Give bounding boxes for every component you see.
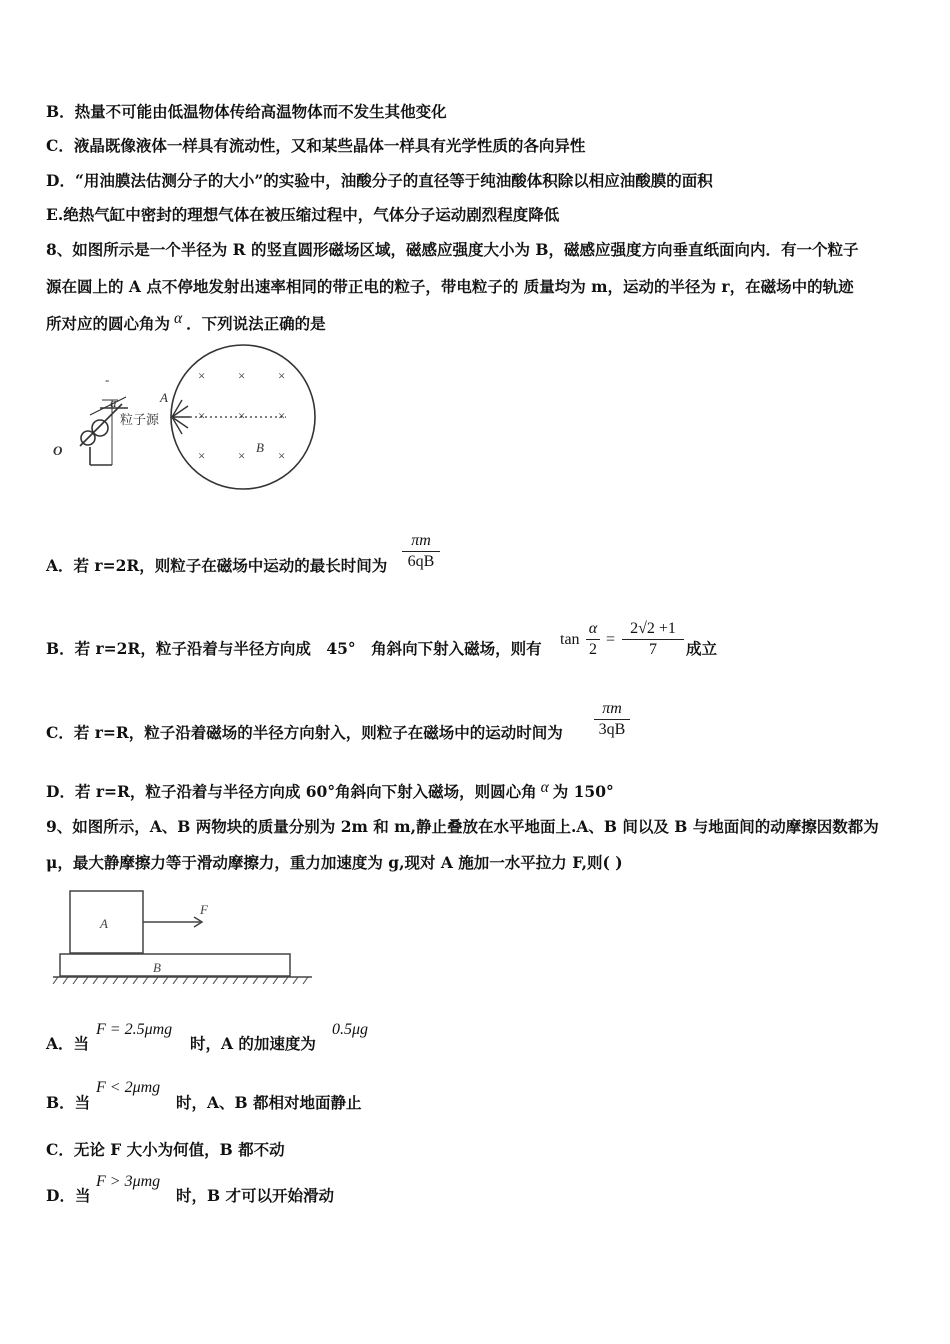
q9-option-b-prefix: B．当 (46, 1093, 91, 1112)
q8-option-b: B．若 r=2R，粒子沿着与半径方向成 45° 角斜向下射入磁场，则有 (46, 639, 542, 658)
q8-stem-line3: 所对应的圆心角为 α ．下列说法正确的是 (46, 310, 326, 333)
q9-figure (50, 886, 315, 986)
cross-mark: × (198, 408, 206, 423)
q8-figure (50, 340, 330, 500)
q8-option-a-fraction: πm 6qB (402, 532, 440, 571)
q8-option-c: C．若 r=R，粒子沿着磁场的半径方向射入，则粒子在磁场中的运动时间为 (46, 723, 563, 742)
tan-label: tan (560, 631, 580, 648)
q9-option-a-expr: F = 2.5μmg (96, 1021, 173, 1038)
q9-option-a-prefix: A．当 (46, 1034, 90, 1053)
cross-mark: × (278, 448, 286, 463)
point-b-label: B (256, 440, 264, 455)
block-b (60, 954, 290, 976)
cross-mark: × (238, 408, 246, 423)
option-e-prev: E.绝热气缸中密封的理想气体在被压缩过程中，气体分子运动剧烈程度降低 (46, 205, 560, 224)
cross-mark: × (238, 368, 246, 383)
cross-mark: × (278, 368, 286, 383)
q9-option-b-rest: 时，A、B 都相对地面静止 (176, 1093, 362, 1112)
cross-mark: × (278, 408, 286, 423)
q9-stem-line1: 9、如图所示，A、B 两物块的质量分别为 2m 和 m,静止叠放在水平地面上.A、B 间以及 B 与地面间的动摩擦因数都为 (46, 817, 879, 836)
option-c-prev: C．液晶既像液体一样具有流动性，又和某些晶体一样具有光学性质的各向异性 (46, 136, 586, 155)
q9-option-d-expr: F > 3μmg (96, 1173, 161, 1190)
q9-option-c: C．无论 F 大小为何值，B 都不动 (46, 1140, 285, 1159)
sqrt-fraction: 2√2 +1 7 (622, 620, 684, 659)
o-label: O (53, 443, 63, 458)
alpha-half-fraction: α 2 (586, 620, 600, 659)
minus-label: - (105, 372, 110, 387)
q9-option-a-mid: 时，A 的加速度为 (190, 1034, 316, 1053)
q8-option-a: A．若 r=2R，则粒子在磁场中运动的最长时间为 (46, 556, 388, 575)
equals-sign: = (606, 631, 616, 648)
q9-option-a-acc: 0.5μg (332, 1021, 369, 1038)
a-label: a (110, 395, 117, 410)
alpha-symbol: α (174, 310, 183, 327)
block-a-label: A (100, 916, 108, 931)
cross-mark: × (238, 448, 246, 463)
force-label: F (200, 902, 208, 917)
q9-option-b-expr: F < 2μmg (96, 1079, 161, 1096)
cross-mark: × (198, 368, 206, 383)
q9-option-d-rest: 时，B 才可以开始滑动 (176, 1186, 334, 1205)
q8-option-b-suffix: 成立 (686, 639, 718, 658)
option-b-prev: B．热量不可能由低温物体传给高温物体而不发生其他变化 (46, 102, 447, 121)
q9-stem-line2: μ，最大静摩擦力等于滑动摩擦力，重力加速度为 g,现对 A 施加一水平拉力 F,则( ) (46, 853, 623, 872)
block-b-label: B (153, 960, 161, 975)
q8-stem-line2: 源在圆上的 A 点不停地发射出速率相同的带正电的粒子，带电粒子的 质量均为 m，运动的半径为 r，在磁场中的轨迹 (46, 277, 854, 296)
point-a-label: A (160, 390, 168, 405)
option-d-prev: D．“用油膜法估测分子的大小”的实验中，油酸分子的直径等于纯油酸体积除以相应油酸膜的面积 (46, 171, 713, 190)
q8-option-d: D．若 r=R，粒子沿着与半径方向成 60°角斜向下射入磁场，则圆心角 α 为 150° (46, 779, 614, 801)
particle-source-label: 粒子源 (120, 413, 160, 428)
cross-mark: × (198, 448, 206, 463)
q8-option-c-fraction: πm 3qB (594, 700, 630, 739)
q9-option-d-prefix: D．当 (46, 1186, 91, 1205)
q8-stem-line1: 8、如图所示是一个半径为 R 的竖直圆形磁场区域，磁感应强度大小为 B，磁感应强度方向垂直纸面向内．有一个粒子 (46, 240, 859, 259)
